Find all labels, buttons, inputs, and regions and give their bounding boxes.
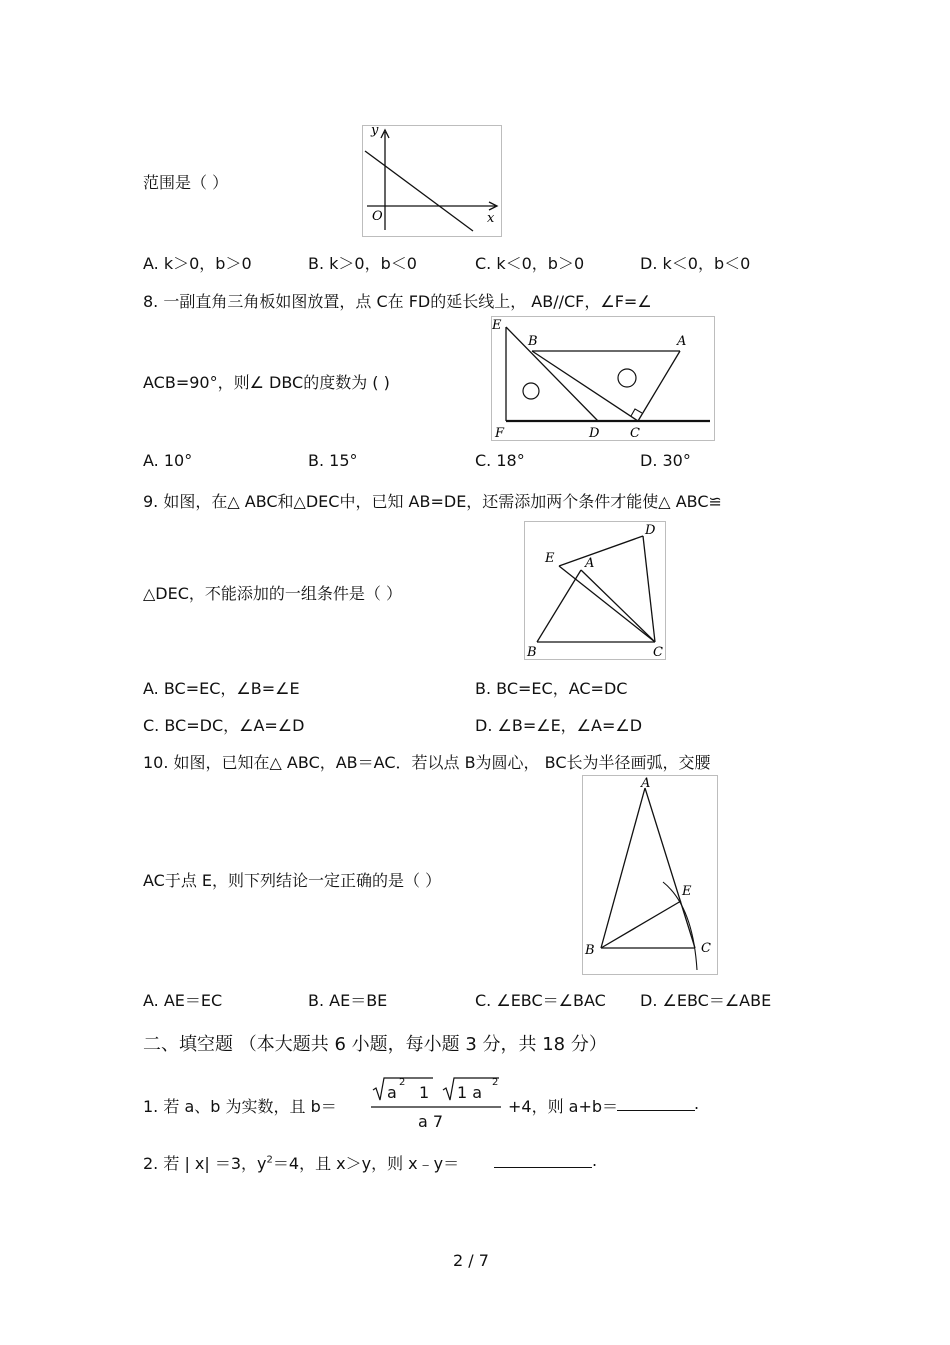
q9-option-d: D. ∠B=∠E，∠A=∠D <box>475 716 643 735</box>
fill-1-prefix: 1. 若 a、b 为实数，且 b＝ <box>143 1097 337 1116</box>
fill-2-suffix: ＝4，且 x＞y，则 x﹣y＝ <box>272 1154 460 1173</box>
q10-stem-line2: AC于点 E，则下列结论一定正确的是（ ） <box>143 871 442 890</box>
q9-option-b: B. BC=EC，AC=DC <box>475 679 628 698</box>
fill-1-fraction <box>371 1074 503 1134</box>
q8-label-d: D <box>589 426 600 440</box>
fill-2-line <box>143 1151 459 1174</box>
q10-option-d: D. ∠EBC＝∠ABE <box>640 991 772 1010</box>
q8-label-a: A <box>677 334 687 349</box>
fill-1-end: . <box>694 1094 700 1113</box>
q10-option-c: C. ∠EBC＝∠BAC <box>475 991 606 1010</box>
q7-option-c: C. k＜0，b＞0 <box>475 254 585 273</box>
q9-stem-line1: 9. 如图，在△ ABC和△DEC中，已知 AB=DE，还需添加两个条件才能使△ ABC≌ <box>143 492 722 511</box>
q9-label-d: D <box>645 523 656 538</box>
fill-1-denominator: a 7 <box>418 1112 444 1131</box>
q7-option-d: D. k＜0，b＜0 <box>640 254 751 273</box>
q10-stem-line1: 10. 如图，已知在△ ABC，AB＝AC．若以点 B为圆心， BC长为半径画弧，交腰 <box>143 753 711 772</box>
fill-1-num-right: 1 a <box>457 1083 483 1102</box>
q7-option-b: B. k＞0，b＜0 <box>308 254 417 273</box>
q9-option-c: C. BC=DC，∠A=∠D <box>143 716 305 735</box>
fill-2-prefix: 2. 若 | x| ＝3，y <box>143 1154 267 1173</box>
graph-y-label: y <box>371 126 379 138</box>
q8-label-e: E <box>492 318 502 333</box>
q7-option-a: A. k＞0，b＞0 <box>143 254 252 273</box>
fill-2-exp: 2 <box>266 1154 273 1166</box>
q10-label-c: C <box>701 941 711 956</box>
fill-1-answer-blank[interactable] <box>617 1094 695 1111</box>
section-2-title: 二、填空题 （本大题共 6 小题，每小题 3 分，共 18 分） <box>143 1034 607 1055</box>
q9-label-a: A <box>585 556 595 571</box>
q8-option-a: A. 10° <box>143 451 193 470</box>
q7-line-graph <box>362 125 502 237</box>
q10-label-a: A <box>641 776 651 791</box>
q9-label-e: E <box>545 551 555 566</box>
q8-option-c: C. 18° <box>475 451 525 470</box>
fill-1-num-left: a <box>387 1083 397 1102</box>
q8-stem-line1: 8. 一副直角三角板如图放置，点 C在 FD的延长线上， AB//CF，∠F=∠ <box>143 292 652 311</box>
q9-stem-line2: △DEC，不能添加的一组条件是（ ） <box>143 584 402 603</box>
graph-x-label: x <box>487 211 495 226</box>
q10-label-e: E <box>682 884 692 899</box>
q8-label-c: C <box>630 426 640 440</box>
fill-1-num-left-tail: 1 <box>419 1083 430 1102</box>
q8-option-b: B. 15° <box>308 451 358 470</box>
q9-triangles-figure <box>524 521 666 660</box>
page-number: 2 / 7 <box>453 1251 489 1270</box>
q9-option-a: A. BC=EC，∠B=∠E <box>143 679 300 698</box>
fill-2-answer-blank[interactable] <box>494 1151 592 1168</box>
q10-label-b: B <box>585 943 595 958</box>
q8-option-d: D. 30° <box>640 451 691 470</box>
fill-1-num-left-exp: 2 <box>399 1077 406 1088</box>
fill-1-suffix: +4，则 a+b＝ <box>508 1097 619 1116</box>
q9-label-c: C <box>653 645 663 659</box>
q8-triangle-figure <box>491 316 715 441</box>
q10-isosceles-figure <box>582 775 718 975</box>
q8-stem-line2: ACB=90°，则∠ DBC的度数为 ( ) <box>143 373 390 392</box>
q8-label-b: B <box>528 334 538 349</box>
fill-1-num-right-exp: 2 <box>492 1077 499 1088</box>
q10-option-a: A. AE＝EC <box>143 991 223 1010</box>
q10-option-b: B. AE＝BE <box>308 991 388 1010</box>
q7-stem-tail: 范围是（ ） <box>143 173 229 192</box>
q8-label-f: F <box>495 426 505 440</box>
fill-2-end: . <box>592 1151 598 1170</box>
q9-label-b: B <box>527 645 537 659</box>
graph-origin-label: O <box>372 209 383 224</box>
